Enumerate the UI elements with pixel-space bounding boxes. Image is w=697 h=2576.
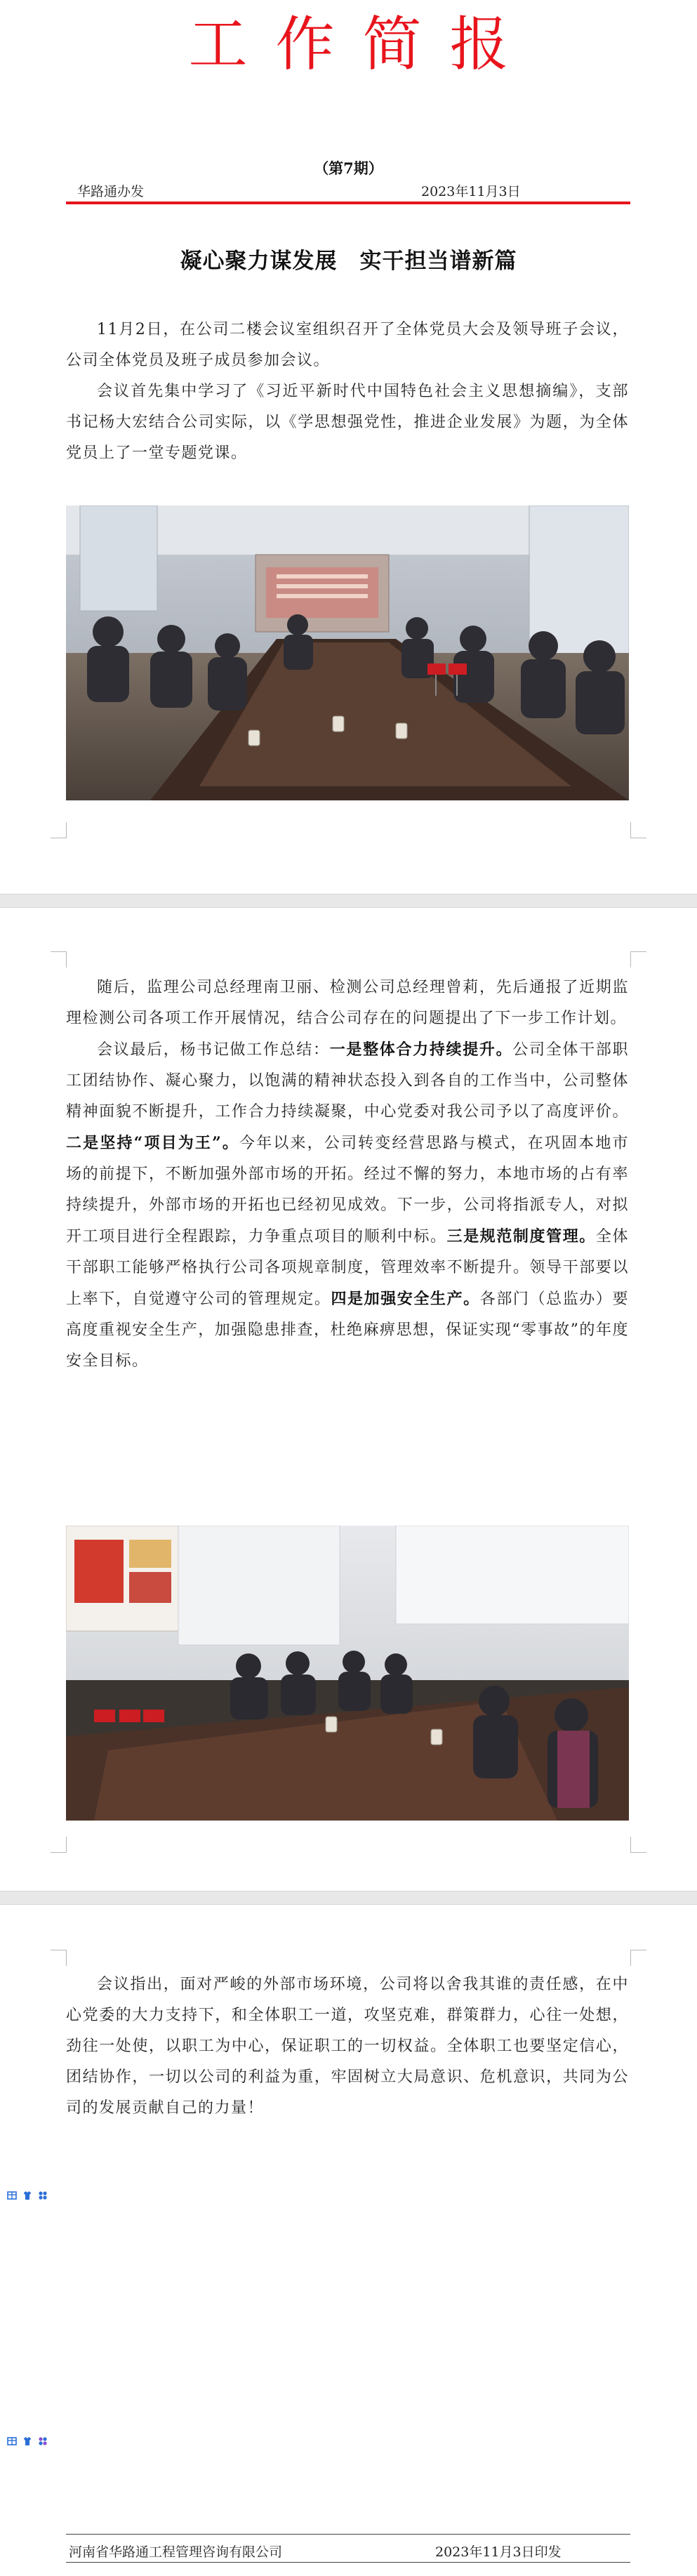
- page-corner-mark: [51, 822, 67, 838]
- paragraph-meeting-date: 11月2日，在公司二楼会议室组织召开了全体党员大会及领导班子会议，公司全体党员及班子成员参加会议。: [66, 321, 629, 369]
- footer-rule-top: [66, 2534, 630, 2535]
- paragraph-study-session: 会议首先集中学习了《习近平新时代中国特色社会主义思想摘编》，支部书记杨大宏结合公司实际，以《学思想强党性，推进企业发展》为题，为全体党员上了一堂专题党课。: [66, 383, 629, 462]
- article-body-intro: [66, 315, 629, 469]
- summary-point-1-text: 公司全体干部职工团结协作、凝心聚力，以饱满的精神状态投入到各自的工作当中，公司整体精神面貌不断提升，工作合力持续凝聚，中心党委对我公司予以了高度评价。: [66, 1041, 629, 1121]
- page-corner-mark: [51, 1837, 67, 1853]
- page-gap: [0, 894, 697, 908]
- shirt-icon[interactable]: [21, 2435, 34, 2448]
- summary-point-3: 三是规范制度管理。: [446, 1227, 596, 1246]
- issue-date: 2023年11月3日: [421, 184, 521, 199]
- page-corner-mark: [51, 951, 67, 967]
- summary-point-3-text: 全体干部职工能够严格执行公司各项规章制度，管理效率不断提升。领导干部要以上率下，自觉遵守公司的管理规定。: [66, 1228, 629, 1308]
- page-gap: [0, 1891, 697, 1905]
- paragraph-summary: [66, 1034, 629, 1377]
- summary-point-4-text: 各部门（总监办）要高度重视安全生产，加强隐患排查，杜绝麻痹思想，保证实现“零事故”的年度安全目标。: [66, 1290, 629, 1370]
- page-2: [0, 908, 697, 1891]
- page-corner-mark: [630, 1950, 646, 1966]
- meeting-photo-1: [66, 506, 629, 800]
- paragraph-reports: 随后，监理公司总经理南卫丽、检测公司总经理曾莉，先后通报了近期监理检测公司各项工作开展情况，结合公司存在的问题提出了下一步工作计划。: [66, 979, 629, 1027]
- issuer-label: 华路通办发: [77, 184, 145, 199]
- footer-rule-bottom: [66, 2562, 630, 2563]
- article-body-reports: [66, 972, 629, 1377]
- briefing-masthead: 工作简报: [188, 10, 537, 79]
- summary-point-1: 一是整体合力持续提升。: [329, 1041, 513, 1059]
- page-3: [0, 1905, 697, 2576]
- shirt-icon[interactable]: [21, 2189, 34, 2202]
- summary-point-2-text: 今年以来，公司转变经营思路与模式，在巩固本地市场的前提下，不断加强外部市场的开拓。经过不懈的努力，本地市场的占有率持续提升，外部市场的开拓也已经初见成效。下一步，公司将指派专人，对拟开工项目进行全程跟踪，力争重点项目的顺利中标。: [66, 1135, 629, 1246]
- issue-number: （第7期）: [314, 159, 383, 177]
- summary-point-4: 四是加强安全生产。: [331, 1290, 480, 1308]
- footer-print-date: 2023年11月3日印发: [435, 2544, 562, 2560]
- image-toolbar: [6, 2435, 49, 2448]
- summary-intro: 会议最后，杨书记做工作总结：: [97, 1041, 330, 1059]
- apps-icon[interactable]: [36, 2435, 49, 2448]
- footer-company: 河南省华路通工程管理咨询有限公司: [69, 2544, 283, 2560]
- page-corner-mark: [630, 951, 646, 967]
- page-corner-mark: [630, 822, 646, 838]
- red-divider: [66, 202, 630, 204]
- article-headline: 凝心聚力谋发展 实干担当谱新篇: [180, 249, 517, 274]
- apps-icon[interactable]: [36, 2189, 49, 2202]
- page-corner-mark: [51, 1950, 67, 1966]
- article-body-closing: [66, 1969, 629, 2124]
- image-toolbar: [6, 2189, 49, 2202]
- page-1: [0, 0, 697, 894]
- summary-point-2: 二是坚持“项目为王”。: [66, 1134, 240, 1152]
- table-icon[interactable]: [6, 2435, 18, 2448]
- meeting-photo-2-image: [66, 1526, 629, 1821]
- page-corner-mark: [630, 1837, 646, 1853]
- table-icon[interactable]: [6, 2189, 18, 2202]
- paragraph-closing: 会议指出，面对严峻的外部市场环境，公司将以舍我其谁的责任感，在中心党委的大力支持下，和全体职工一道，攻坚克难，群策群力，心往一处想，劲往一处使，以职工为中心，保证职工的一切权益。全体职工也要坚定信心，团结协作，一切以公司的利益为重，牢固树立大局意识、危机意识，共同为公司的发展贡献自己的力量！: [66, 1976, 629, 2117]
- meeting-photo-2: [66, 1526, 629, 1821]
- meeting-photo-1-image: [66, 506, 629, 800]
